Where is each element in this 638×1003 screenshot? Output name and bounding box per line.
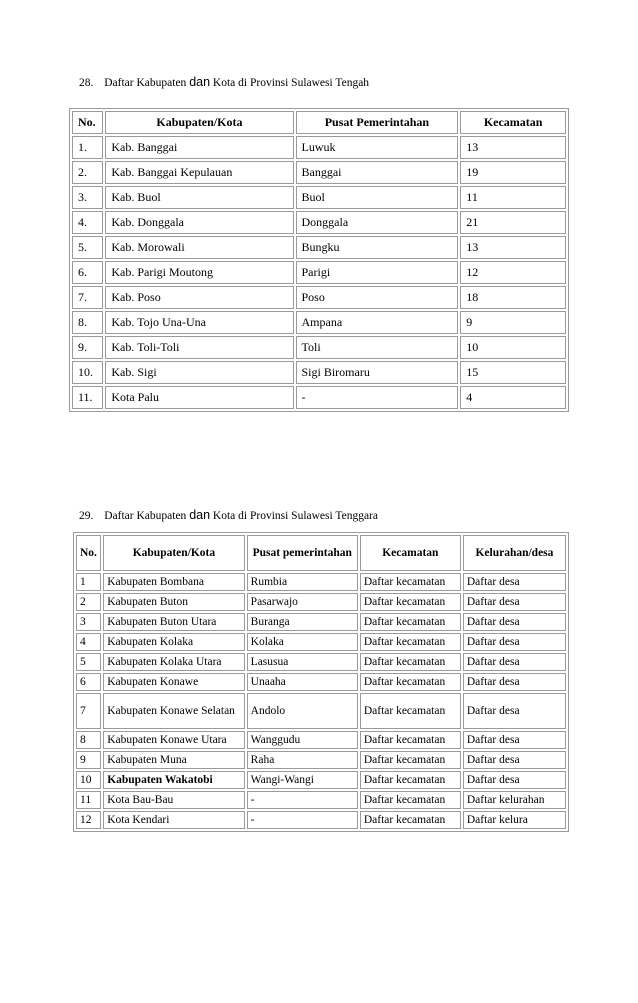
cell-kabupaten-kota: Kab. Sigi [105, 361, 293, 384]
cell-pusat-pemerintahan: - [247, 791, 358, 809]
section-28-title-dan: dan [189, 75, 211, 89]
cell-kecamatan: 18 [460, 286, 566, 309]
section-29-title [79, 508, 378, 522]
cell-kecamatan: Daftar kecamatan [360, 633, 461, 651]
cell-kabupaten-kota: Kab. Morowali [105, 236, 293, 259]
cell-kelurahan-desa: Daftar desa [463, 573, 566, 591]
header-kelurahan-desa: Kelurahan/desa [463, 535, 566, 571]
cell-kabupaten-kota: Kab. Parigi Moutong [105, 261, 293, 284]
cell-no: 9. [72, 336, 103, 359]
cell-no: 8 [76, 731, 101, 749]
cell-pusat-pemerintahan: Wanggudu [247, 731, 358, 749]
cell-no: 1 [76, 573, 101, 591]
cell-no: 5 [76, 653, 101, 671]
cell-kabupaten-kota: Kabupaten Kolaka Utara [103, 653, 244, 671]
cell-kelurahan-desa: Daftar desa [463, 593, 566, 611]
cell-pusat-pemerintahan: Raha [247, 751, 358, 769]
cell-kabupaten-kota: Kab. Tojo Una-Una [105, 311, 293, 334]
cell-pusat-pemerintahan: - [247, 811, 358, 829]
section-28-title [79, 75, 369, 89]
cell-pusat-pemerintahan: Toli [296, 336, 459, 359]
cell-kelurahan-desa: Daftar desa [463, 731, 566, 749]
cell-no: 10. [72, 361, 103, 384]
cell-kecamatan: 4 [460, 386, 566, 409]
cell-no: 7. [72, 286, 103, 309]
cell-pusat-pemerintahan: Kolaka [247, 633, 358, 651]
table-row [72, 261, 566, 284]
cell-pusat-pemerintahan: Donggala [296, 211, 459, 234]
table-row [76, 573, 566, 591]
cell-kelurahan-desa: Daftar desa [463, 653, 566, 671]
cell-kabupaten-kota: Kabupaten Buton [103, 593, 244, 611]
header-no: No. [76, 535, 101, 571]
cell-kelurahan-desa: Daftar desa [463, 633, 566, 651]
cell-kecamatan: Daftar kecamatan [360, 751, 461, 769]
cell-pusat-pemerintahan: Rumbia [247, 573, 358, 591]
cell-pusat-pemerintahan: Andolo [247, 693, 358, 729]
cell-kecamatan: Daftar kecamatan [360, 673, 461, 691]
section-28-title-part2: Kota di Provinsi Sulawesi Tengah [212, 77, 370, 89]
table-row [76, 751, 566, 769]
cell-no: 3 [76, 613, 101, 631]
table-header-row [76, 535, 566, 571]
table-body [72, 136, 566, 409]
cell-kabupaten-kota: Kota Bau-Bau [103, 791, 244, 809]
cell-kabupaten-kota: Kab. Banggai [105, 136, 293, 159]
header-pusat-pemerintahan: Pusat pemerintahan [247, 535, 358, 571]
cell-pusat-pemerintahan: Parigi [296, 261, 459, 284]
cell-kabupaten-kota: Kabupaten Wakatobi [103, 771, 244, 789]
table-row [72, 286, 566, 309]
cell-kelurahan-desa: Daftar desa [463, 693, 566, 729]
section-29-title-part2: Kota di Provinsi Sulawesi Tenggara [212, 510, 378, 522]
cell-kabupaten-kota: Kota Kendari [103, 811, 244, 829]
cell-no: 2 [76, 593, 101, 611]
cell-kelurahan-desa: Daftar desa [463, 751, 566, 769]
cell-no: 3. [72, 186, 103, 209]
cell-pusat-pemerintahan: Buranga [247, 613, 358, 631]
table-sulawesi-tenggara [73, 532, 569, 832]
cell-kecamatan: 19 [460, 161, 566, 184]
cell-kecamatan: 21 [460, 211, 566, 234]
cell-kecamatan: Daftar kecamatan [360, 811, 461, 829]
cell-no: 5. [72, 236, 103, 259]
header-kabupaten-kota: Kabupaten/Kota [105, 111, 293, 134]
cell-kecamatan: 10 [460, 336, 566, 359]
cell-kecamatan: 13 [460, 236, 566, 259]
table-row [76, 693, 566, 729]
cell-kecamatan: 12 [460, 261, 566, 284]
table-row [72, 161, 566, 184]
table-row [72, 361, 566, 384]
cell-pusat-pemerintahan: Banggai [296, 161, 459, 184]
table-sulawesi-tengah [69, 108, 569, 412]
cell-no: 2. [72, 161, 103, 184]
cell-kabupaten-kota: Kabupaten Bombana [103, 573, 244, 591]
table-header-row [72, 111, 566, 134]
table-row [72, 236, 566, 259]
cell-kabupaten-kota: Kabupaten Kolaka [103, 633, 244, 651]
cell-pusat-pemerintahan: Pasarwajo [247, 593, 358, 611]
table-row [72, 136, 566, 159]
table-row [76, 731, 566, 749]
table-row [72, 336, 566, 359]
table-body [76, 573, 566, 829]
cell-kelurahan-desa: Daftar kelura [463, 811, 566, 829]
table-row [76, 771, 566, 789]
table-row [72, 186, 566, 209]
header-kecamatan: Kecamatan [360, 535, 461, 571]
cell-kecamatan: Daftar kecamatan [360, 613, 461, 631]
cell-kecamatan: Daftar kecamatan [360, 653, 461, 671]
table-row [76, 633, 566, 651]
cell-pusat-pemerintahan: Luwuk [296, 136, 459, 159]
cell-pusat-pemerintahan: Lasusua [247, 653, 358, 671]
cell-kabupaten-kota: Kab. Buol [105, 186, 293, 209]
cell-pusat-pemerintahan: Sigi Biromaru [296, 361, 459, 384]
cell-kecamatan: Daftar kecamatan [360, 771, 461, 789]
cell-kabupaten-kota: Kabupaten Buton Utara [103, 613, 244, 631]
cell-no: 10 [76, 771, 101, 789]
cell-kabupaten-kota: Kab. Banggai Kepulauan [105, 161, 293, 184]
table-row [72, 311, 566, 334]
cell-no: 12 [76, 811, 101, 829]
cell-pusat-pemerintahan: Bungku [296, 236, 459, 259]
cell-kabupaten-kota: Kab. Poso [105, 286, 293, 309]
cell-pusat-pemerintahan: Buol [296, 186, 459, 209]
cell-kelurahan-desa: Daftar desa [463, 613, 566, 631]
section-29-title-dan: dan [189, 508, 211, 522]
table-row [72, 386, 566, 409]
cell-kabupaten-kota: Kabupaten Konawe Selatan [103, 693, 244, 729]
cell-kecamatan: 11 [460, 186, 566, 209]
cell-kecamatan: 13 [460, 136, 566, 159]
cell-kecamatan: Daftar kecamatan [360, 731, 461, 749]
section-28-title-part1: Daftar Kabupaten [104, 77, 187, 89]
cell-no: 6. [72, 261, 103, 284]
cell-no: 4 [76, 633, 101, 651]
cell-no: 4. [72, 211, 103, 234]
cell-no: 11 [76, 791, 101, 809]
cell-kabupaten-kota: Kota Palu [105, 386, 293, 409]
cell-pusat-pemerintahan: - [296, 386, 459, 409]
table-row [76, 673, 566, 691]
cell-no: 9 [76, 751, 101, 769]
cell-kecamatan: Daftar kecamatan [360, 693, 461, 729]
cell-kabupaten-kota: Kabupaten Konawe [103, 673, 244, 691]
cell-no: 8. [72, 311, 103, 334]
table-row [72, 211, 566, 234]
cell-kabupaten-kota: Kab. Donggala [105, 211, 293, 234]
cell-pusat-pemerintahan: Ampana [296, 311, 459, 334]
table-row [76, 653, 566, 671]
table-row [76, 791, 566, 809]
section-29-title-part1: Daftar Kabupaten [104, 510, 187, 522]
cell-pusat-pemerintahan: Wangi-Wangi [247, 771, 358, 789]
cell-kabupaten-kota: Kab. Toli-Toli [105, 336, 293, 359]
cell-kecamatan: 9 [460, 311, 566, 334]
cell-kecamatan: Daftar kecamatan [360, 593, 461, 611]
table-row [76, 593, 566, 611]
cell-pusat-pemerintahan: Unaaha [247, 673, 358, 691]
header-pusat-pemerintahan: Pusat Pemerintahan [296, 111, 459, 134]
cell-kelurahan-desa: Daftar desa [463, 771, 566, 789]
cell-no: 7 [76, 693, 101, 729]
header-kecamatan: Kecamatan [460, 111, 566, 134]
header-no: No. [72, 111, 103, 134]
cell-no: 1. [72, 136, 103, 159]
cell-kecamatan: Daftar kecamatan [360, 791, 461, 809]
cell-kelurahan-desa: Daftar kelurahan [463, 791, 566, 809]
cell-pusat-pemerintahan: Poso [296, 286, 459, 309]
header-kabupaten-kota: Kabupaten/Kota [103, 535, 244, 571]
cell-kecamatan: 15 [460, 361, 566, 384]
section-28-number: 28. [79, 77, 94, 89]
cell-no: 6 [76, 673, 101, 691]
table-row [76, 613, 566, 631]
cell-kabupaten-kota: Kabupaten Muna [103, 751, 244, 769]
section-29-number: 29. [79, 510, 94, 522]
cell-kecamatan: Daftar kecamatan [360, 573, 461, 591]
cell-no: 11. [72, 386, 103, 409]
table-row [76, 811, 566, 829]
cell-kabupaten-kota: Kabupaten Konawe Utara [103, 731, 244, 749]
cell-kelurahan-desa: Daftar desa [463, 673, 566, 691]
